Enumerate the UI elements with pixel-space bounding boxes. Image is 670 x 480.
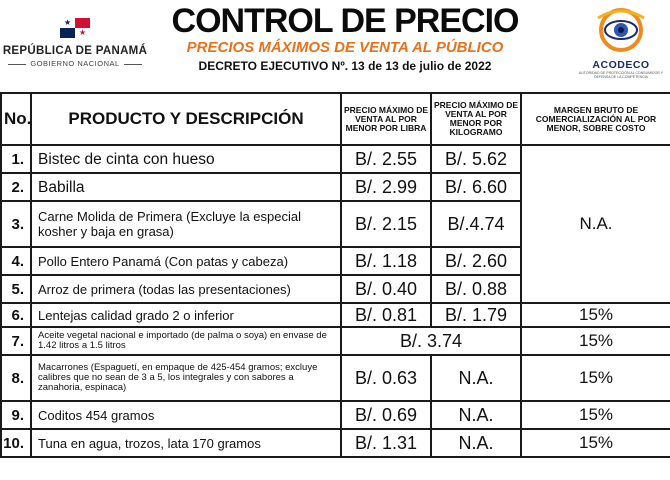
page-title: CONTROL DE PRECIO	[171, 2, 519, 40]
price-per-lb: B/. 2.15	[341, 201, 431, 247]
row-number: 2.	[1, 173, 31, 201]
price-combined: B/. 3.74	[341, 327, 521, 355]
price-per-lb: B/. 2.99	[341, 173, 431, 201]
page-subtitle: PRECIOS MÁXIMOS DE VENTA AL PÚBLICO	[186, 39, 504, 56]
government-block	[0, 18, 150, 68]
column-header-price-kg: PRECIO MÁXIMO DE VENTA AL POR MENOR POR KILOGRAMO	[431, 93, 521, 145]
product-description: Carne Molida de Primera (Excluye la especial kosher y baja en grasa)	[31, 201, 341, 247]
price-per-lb: B/. 1.31	[341, 429, 431, 457]
panama-flag-icon: ★ ★	[60, 18, 90, 38]
price-per-lb: B/. 0.40	[341, 275, 431, 303]
column-header-price-lb: PRECIO MÁXIMO DE VENTA AL POR MENOR POR LIBRA	[341, 93, 431, 145]
row-number: 7.	[1, 327, 31, 355]
price-per-lb: B/. 0.69	[341, 401, 431, 429]
margin-value: 15%	[521, 303, 670, 327]
column-header-margin: MARGEN BRUTO DE COMERCIALIZACIÓN AL POR MENOR, SOBRE COSTO	[521, 93, 670, 145]
price-per-kg: N.A.	[431, 429, 521, 457]
product-description: Arroz de primera (todas las presentaciones)	[31, 275, 341, 303]
row-number: 8.	[1, 355, 31, 401]
price-per-kg: B/. 1.79	[431, 303, 521, 327]
row-number: 9.	[1, 401, 31, 429]
column-header-product: PRODUCTO Y DESCRIPCIÓN	[31, 93, 341, 145]
acodeco-logo	[578, 8, 664, 78]
product-description: Bistec de cinta con hueso	[31, 145, 341, 173]
government-subtitle: GOBIERNO NACIONAL	[0, 59, 150, 68]
table-row	[1, 401, 670, 429]
margin-value: 15%	[521, 355, 670, 401]
product-description: Macarrones (Espaguetí, en empaque de 425-454 gramos; excluye calibres que no sean de 3 a 5, los integrales y con sabores a zanahoria, espinaca)	[31, 355, 341, 401]
price-per-lb: B/. 0.63	[341, 355, 431, 401]
table-row	[1, 327, 670, 355]
product-description: Tuna en agua, trozos, lata 170 gramos	[31, 429, 341, 457]
decree-text: DECRETO EJECUTIVO Nº. 13 de 13 de julio de 2022	[198, 59, 492, 73]
margin-value: 15%	[521, 327, 670, 355]
row-number: 10.	[1, 429, 31, 457]
logo-name: ACODECO	[592, 59, 650, 71]
product-description: Coditos 454 gramos	[31, 401, 341, 429]
header	[0, 0, 670, 92]
margin-value: N.A.	[521, 145, 670, 303]
table-row	[1, 145, 670, 173]
table-header-row	[1, 93, 670, 145]
eye-icon	[586, 8, 656, 52]
price-per-kg: B/. 5.62	[431, 145, 521, 173]
price-per-lb: B/. 0.81	[341, 303, 431, 327]
price-per-lb: B/. 1.18	[341, 247, 431, 275]
price-per-kg: B/. 0.88	[431, 275, 521, 303]
product-description: Babilla	[31, 173, 341, 201]
margin-value: 15%	[521, 429, 670, 457]
row-number: 3.	[1, 201, 31, 247]
price-per-kg: N.A.	[431, 355, 521, 401]
title-block	[170, 2, 520, 73]
table-row	[1, 303, 670, 327]
table-row	[1, 355, 670, 401]
price-per-kg: B/. 6.60	[431, 173, 521, 201]
margin-value: 15%	[521, 401, 670, 429]
price-per-lb: B/. 2.55	[341, 145, 431, 173]
logo-tagline: AUTORIDAD DE PROTECCIÓN AL CONSUMIDOR Y DEFENSA DE LA COMPETENCIA	[578, 71, 664, 79]
price-table	[0, 92, 670, 458]
product-description: Aceite vegetal nacional e importado (de palma o soya) en envase de 1.42 litros a 1.5 litros	[31, 327, 341, 355]
product-description: Pollo Entero Panamá (Con patas y cabeza)	[31, 247, 341, 275]
table-row	[1, 429, 670, 457]
row-number: 5.	[1, 275, 31, 303]
row-number: 6.	[1, 303, 31, 327]
price-per-kg: B/.4.74	[431, 201, 521, 247]
government-name: REPÚBLICA DE PANAMÁ	[2, 45, 148, 57]
column-header-no: No.	[1, 93, 31, 145]
price-per-kg: N.A.	[431, 401, 521, 429]
price-per-kg: B/. 2.60	[431, 247, 521, 275]
product-description: Lentejas calidad grado 2 o inferior	[31, 303, 341, 327]
row-number: 1.	[1, 145, 31, 173]
row-number: 4.	[1, 247, 31, 275]
